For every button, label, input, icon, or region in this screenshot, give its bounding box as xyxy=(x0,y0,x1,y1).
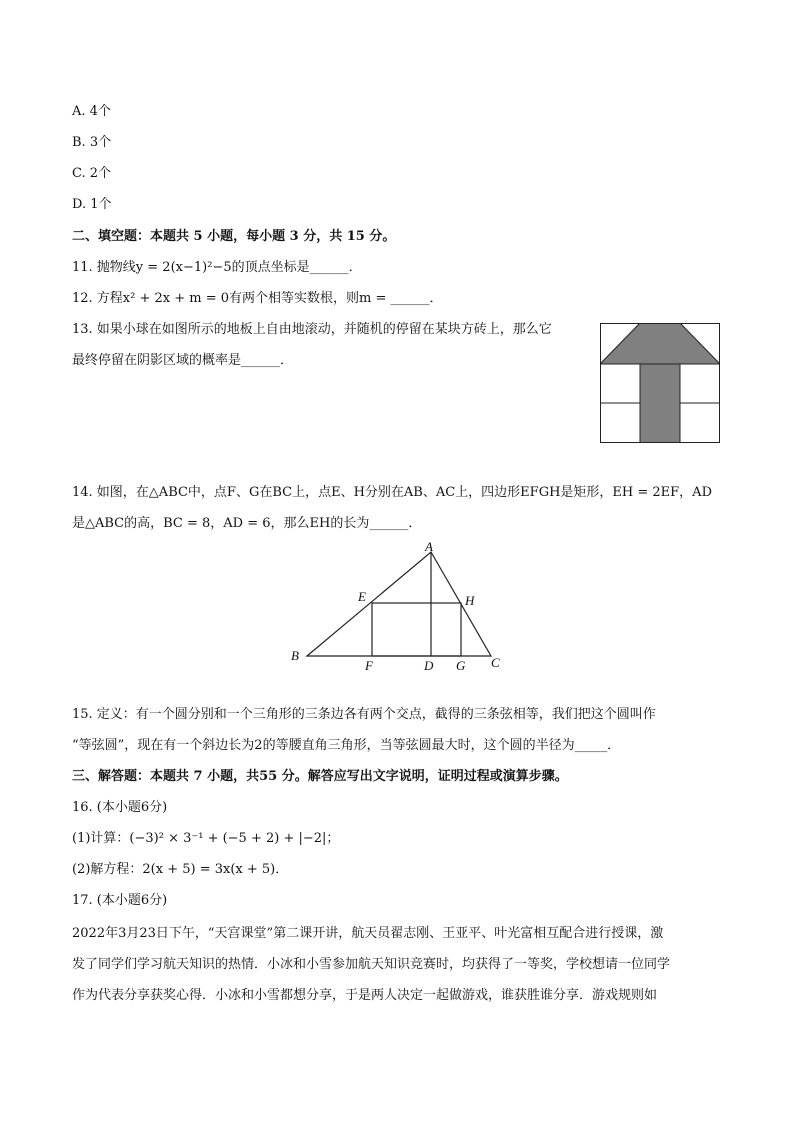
option-a: A. 4个 xyxy=(72,104,111,119)
question-15-line2: “等弦圆”，现在有一个斜边长为2的等腰直角三角形，当等弦圆最大时，这个圆的半径为_____． xyxy=(72,738,621,753)
question-16-part1: (1)计算：(−3)² × 3⁻¹ + (−5 + 2) + |−2|； xyxy=(72,831,340,846)
triangle-figure xyxy=(285,538,510,678)
option-c: C. 2个 xyxy=(72,166,112,181)
section2-heading: 二、填空题：本题共 5 小题，每小题 3 分，共 15 分。 xyxy=(72,229,396,244)
question-17-line1: 2022年3月23日下午，“天宫课堂”第二课开讲，航天员翟志刚、王亚平、叶光富相互配合进行授课，激 xyxy=(72,926,664,941)
question-14-line1: 14. 如图，在△ABC中，点F、G在BC上，点E、H分别在AB、AC上，四边形EFGH是矩形，EH = 2EF，AD xyxy=(72,485,712,500)
question-17-line3: 作为代表分享获奖心得．小冰和小雪都想分享，于是两人决定一起做游戏，谁获胜谁分享．游戏规则如 xyxy=(72,988,658,1003)
label-f: F xyxy=(365,658,373,673)
question-17-line2: 发了同学们学习航天知识的热情．小冰和小雪参加航天知识竞赛时，均获得了一等奖，学校想请一位同学 xyxy=(72,957,671,972)
question-13-line2: 最终停留在阴影区域的概率是______． xyxy=(72,353,294,368)
label-a: A xyxy=(425,539,433,554)
label-d: D xyxy=(424,658,434,673)
rectangle-efgh xyxy=(372,603,461,656)
question-11: 11. 抛物线y = 2(x−1)²−5的顶点坐标是______． xyxy=(72,260,362,275)
label-b: B xyxy=(291,648,299,663)
label-e: E xyxy=(358,589,366,604)
triangle-abc xyxy=(307,552,491,656)
question-16-part2: (2)解方程：2(x + 5) = 3x(x + 5)． xyxy=(72,862,289,877)
question-16-title: 16. (本小题6分) xyxy=(72,800,168,815)
floor-tiles-figure xyxy=(600,323,720,444)
question-14-line2: 是△ABC的高，BC = 8，AD = 6，那么EH的长为______． xyxy=(72,516,422,531)
label-c: C xyxy=(491,655,500,670)
question-13-line1: 13. 如果小球在如图所示的地板上自由地滚动，并随机的停留在某块方砖上，那么它 xyxy=(72,322,552,337)
shaded-arrow xyxy=(600,323,720,443)
question-15-line1: 15. 定义：有一个圆分别和一个三角形的三条边各有两个交点，截得的三条弦相等，我们把这个圆叫作 xyxy=(72,707,656,722)
label-h: H xyxy=(465,593,475,608)
label-g: G xyxy=(456,658,466,673)
option-d: D. 1个 xyxy=(72,197,112,212)
option-b: B. 3个 xyxy=(72,135,112,150)
question-17-title: 17. (本小题6分) xyxy=(72,893,168,908)
question-12: 12. 方程x² + 2x + m = 0有两个相等实数根，则m = ______． xyxy=(72,291,443,306)
section3-heading: 三、解答题：本题共 7 小题，共55 分。解答应写出文字说明，证明过程或演算步骤。 xyxy=(72,769,568,784)
